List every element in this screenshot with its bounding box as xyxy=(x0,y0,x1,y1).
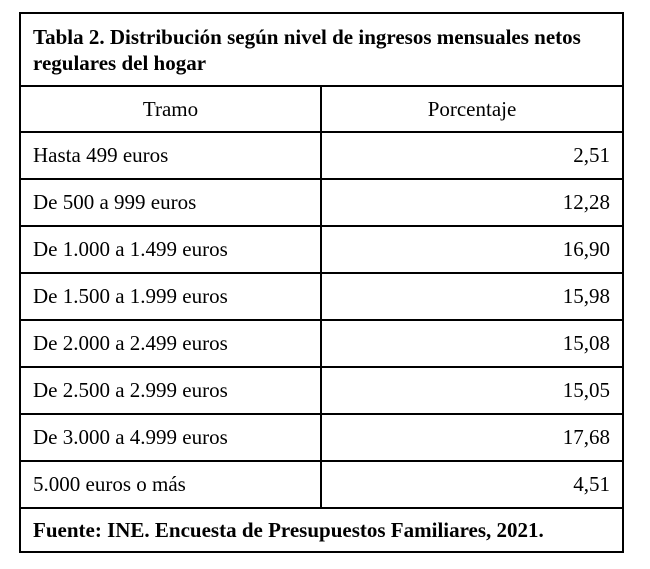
table-source-note: Fuente: INE. Encuesta de Presupuestos Familiares, 2021. xyxy=(20,508,623,552)
cell-porcentaje: 15,05 xyxy=(321,367,623,414)
cell-tramo: 5.000 euros o más xyxy=(20,461,321,508)
table-row xyxy=(20,320,623,367)
cell-tramo: De 1.000 a 1.499 euros xyxy=(20,226,321,273)
table-header-row xyxy=(20,86,623,132)
column-header-tramo: Tramo xyxy=(20,86,321,132)
column-header-porcentaje: Porcentaje xyxy=(321,86,623,132)
table-row xyxy=(20,461,623,508)
table-row xyxy=(20,367,623,414)
income-distribution-table xyxy=(19,12,624,553)
cell-porcentaje: 4,51 xyxy=(321,461,623,508)
cell-tramo: De 3.000 a 4.999 euros xyxy=(20,414,321,461)
table-row xyxy=(20,273,623,320)
table-row xyxy=(20,179,623,226)
table-row xyxy=(20,226,623,273)
table-row xyxy=(20,132,623,179)
table-row xyxy=(20,414,623,461)
cell-porcentaje: 12,28 xyxy=(321,179,623,226)
table-title: Tabla 2. Distribución según nivel de ingresos mensuales netos regulares del hogar xyxy=(20,13,623,86)
cell-porcentaje: 15,98 xyxy=(321,273,623,320)
cell-porcentaje: 17,68 xyxy=(321,414,623,461)
cell-tramo: De 2.000 a 2.499 euros xyxy=(20,320,321,367)
cell-tramo: De 2.500 a 2.999 euros xyxy=(20,367,321,414)
cell-porcentaje: 16,90 xyxy=(321,226,623,273)
cell-tramo: Hasta 499 euros xyxy=(20,132,321,179)
cell-porcentaje: 2,51 xyxy=(321,132,623,179)
cell-tramo: De 500 a 999 euros xyxy=(20,179,321,226)
cell-porcentaje: 15,08 xyxy=(321,320,623,367)
cell-tramo: De 1.500 a 1.999 euros xyxy=(20,273,321,320)
